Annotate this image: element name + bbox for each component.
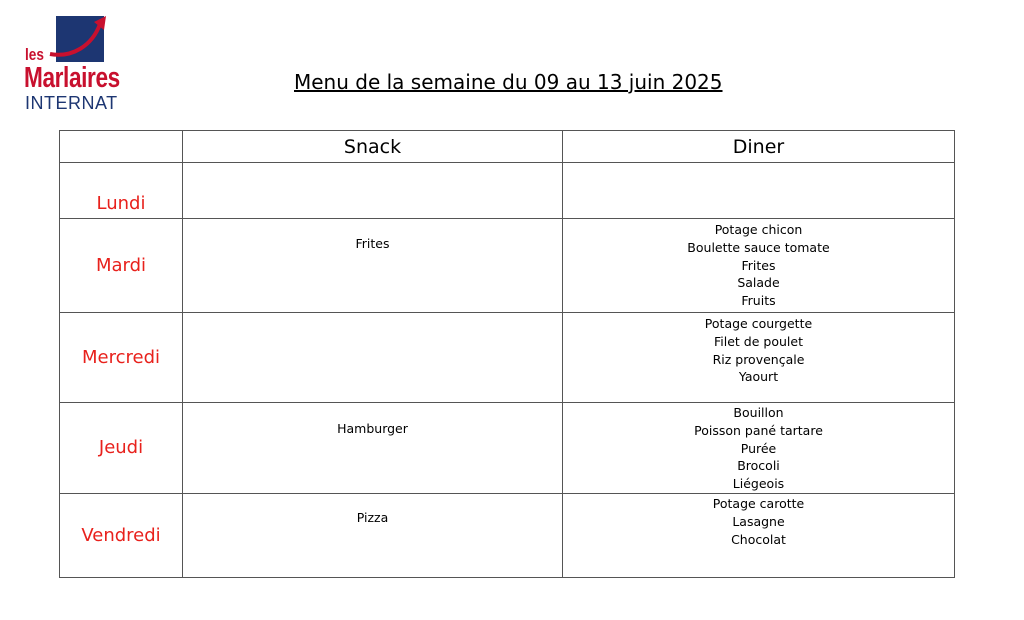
diner-item: Chocolat	[731, 531, 786, 547]
snack-cell: Pizza	[183, 493, 563, 577]
snack-cell	[183, 313, 563, 403]
table-row	[60, 163, 955, 219]
table-row	[60, 313, 955, 403]
diner-item: Bouillon	[733, 405, 784, 420]
diner-item: Fruits	[741, 293, 776, 309]
diner-item: Potage chicon	[714, 222, 803, 237]
snack-cell	[183, 163, 563, 219]
day-label: Vendredi	[60, 493, 183, 577]
diner-item: Poisson pané tartare	[694, 422, 823, 438]
logo-marlaires: Marlaires	[24, 62, 120, 94]
diner-item: Liégeois	[732, 476, 785, 492]
diner-cell	[563, 403, 955, 494]
diner-cell	[563, 313, 955, 403]
day-label: Jeudi	[60, 403, 183, 494]
table-row	[60, 493, 955, 577]
diner-item: Boulette sauce tomate	[687, 239, 830, 255]
diner-item: Salade	[737, 275, 780, 291]
page-title: Menu de la semaine du 09 au 13 juin 2025	[294, 70, 723, 94]
header-row	[60, 131, 955, 163]
diner-cell	[563, 163, 955, 219]
diner-item: Brocoli	[737, 458, 780, 474]
header-day	[60, 131, 183, 163]
diner-item: Filet de poulet	[714, 333, 803, 349]
logo	[22, 12, 132, 112]
header-diner: Diner	[563, 131, 955, 163]
table-row	[60, 219, 955, 313]
table-row	[60, 403, 955, 494]
diner-item: Yaourt	[738, 369, 779, 385]
diner-item: Potage carotte	[712, 495, 805, 511]
diner-item: Riz provençale	[712, 351, 805, 367]
diner-item: Purée	[740, 440, 777, 456]
logo-les: les	[25, 45, 44, 64]
diner-cell	[563, 493, 955, 577]
header-snack: Snack	[183, 131, 563, 163]
day-label: Mercredi	[60, 313, 183, 403]
day-label: Mardi	[60, 219, 183, 313]
menu-table	[59, 130, 955, 578]
diner-item: Frites	[741, 257, 776, 273]
diner-cell	[563, 219, 955, 313]
diner-item: Lasagne	[732, 513, 785, 529]
logo-internat: INTERNAT	[25, 93, 118, 113]
diner-item: Potage courgette	[704, 316, 813, 331]
snack-cell: Frites	[183, 219, 563, 313]
day-label: Lundi	[60, 163, 183, 219]
snack-cell: Hamburger	[183, 403, 563, 494]
